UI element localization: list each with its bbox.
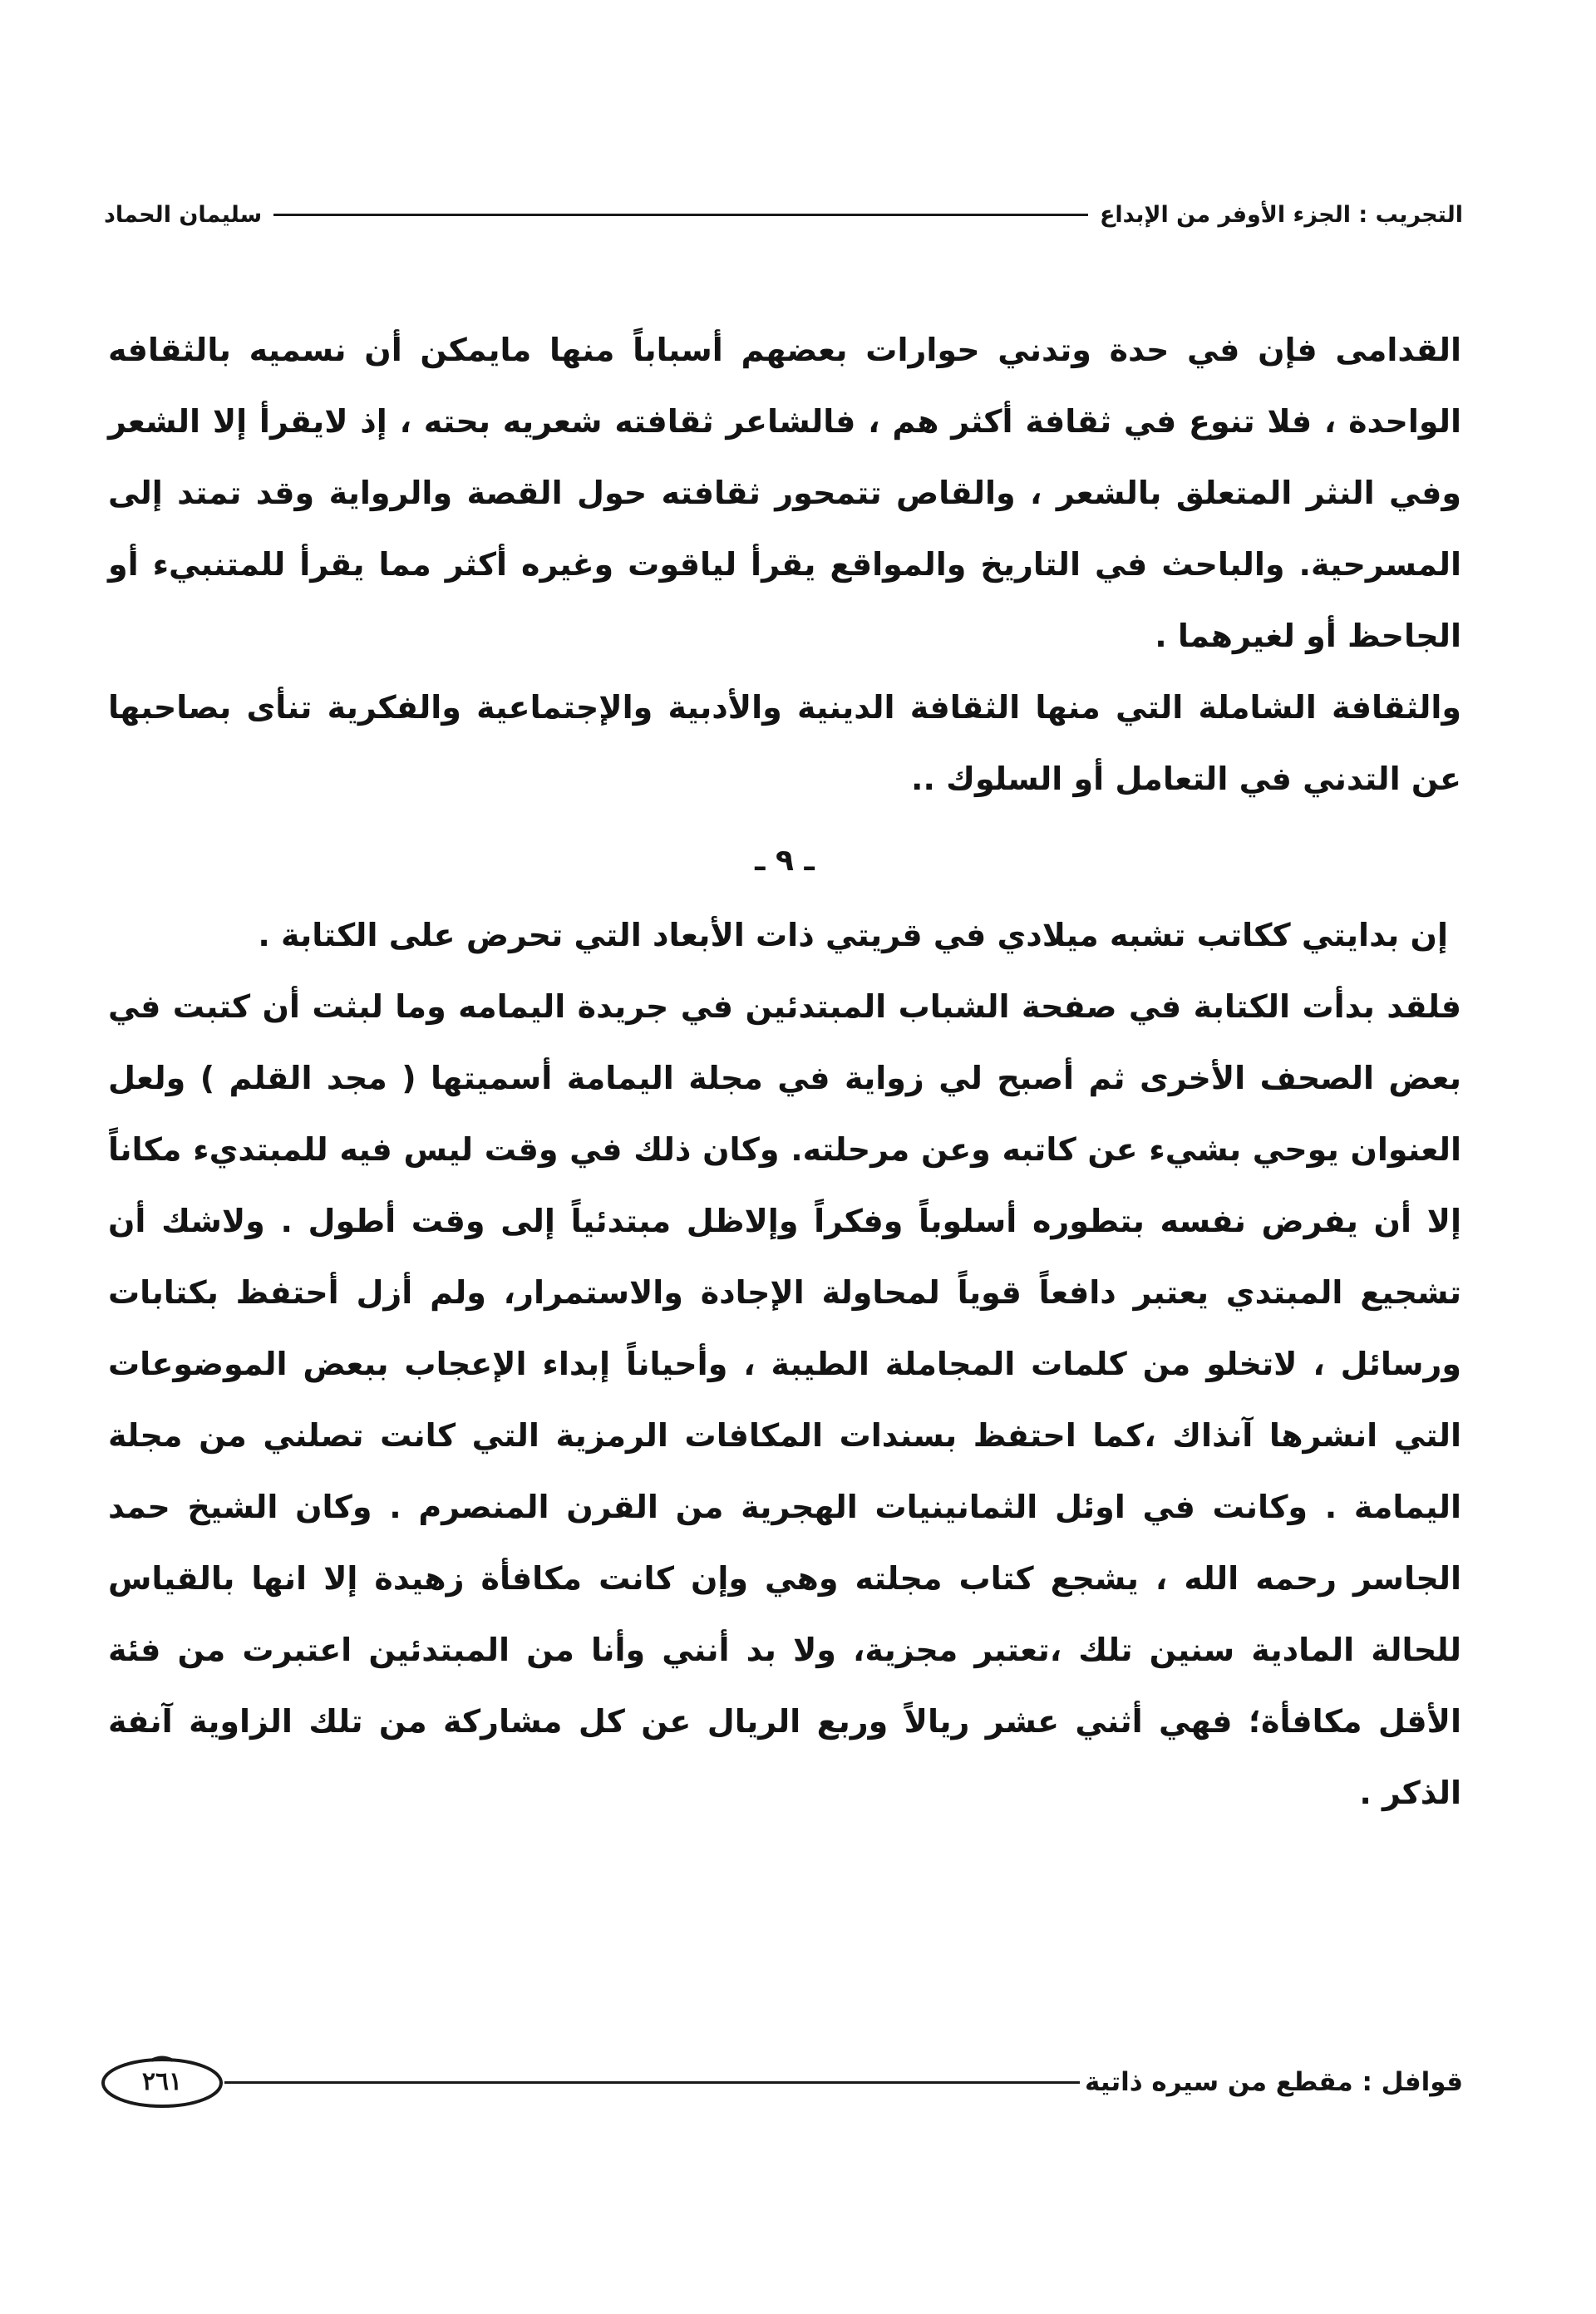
section-number: ـ ٩ ـ — [755, 844, 815, 878]
paragraph: والثقافة الشاملة التي منها الثقافة الدينية والأدبية والإجتماعية والفكرية تنأى بصاحبها عن التدني في التعامل أو السلوك .. — [108, 689, 1461, 797]
page-number-badge — [100, 2055, 224, 2110]
header-rule — [273, 214, 1088, 216]
paragraph: إن بدايتي ككاتب تشبه ميلادي في قريتي ذات الأبعاد التي تحرض على الكتابة . — [258, 917, 1448, 953]
running-header — [104, 196, 1463, 233]
paragraph: فلقد بدأت الكتابة في صفحة الشباب المبتدئين في جريدة اليمامه وما لبثت أن كتبت في بعض الصحف الأخرى ثم أصبح لي زواية في مجلة اليمامة أسميتها ( مجد القلم ) ولعل العنوان يوحي بشيء عن كاتبه وعن مرحلته. وكان ذلك في وقت ليس فيه للمبتديء مكاناً إلا أن يفرض نفسه بتطوره أسلوباً وفكراً وإلاظل مبتدئياً إلى وقت أطول . ولاشك أن تشجيع المبتدي يعتبر دافعاً قوياً لمحاولة الإجادة والاستمرار، ولم أزل أحتفظ بكتابات ورسائل ، لاتخلو من كلمات المجاملة الطيبة ، وأحياناً إبداء الإعجاب ببعض الموضوعات التي انشرها آنذاك ،كما احتفظ بسندات المكافات الرمزية التي كانت تصلني من مجلة اليمامة . وكانت في اوئل الثمانينيات الهجرية من القرن المنصرم . وكان الشيخ حمد الجاسر رحمه الله ، يشجع كتاب مجلته وهي وإن كانت مكافأة زهيدة إلا انها بالقياس للحالة المادية سنين تلك ،تعتبر مجزية، ولا بد أنني وأنا من المبتدئين اعتبرت من فئة الأقل مكافأة؛ فهي أثني عشر ريالاً وربع الريال عن كل مشاركة من تلك الزاوية آنفة الذكر . — [108, 988, 1461, 1811]
page-footer — [100, 2049, 1463, 2115]
body-text — [108, 314, 1461, 1829]
footer-rule — [224, 2081, 1080, 2084]
page-number: ٢٦١ — [141, 2067, 183, 2096]
paragraph: القدامى فإن في حدة وتدني حوارات بعضهم أسباباً منها مايمكن أن نسميه بالثقافه الواحدة ، فلا تنوع في ثقافة أكثر هم ، فالشاعر ثقافته شعريه بحته ، إذ لايقرأ إلا الشعر وفي النثر المتعلق بالشعر ، والقاص تتمحور ثقافته حول القصة والرواية وقد تمتد إلى المسرحية. والباحث في التاريخ والمواقع يقرأ لياقوت وغيره أكثر مما يقرأ للمتنبيء أو الجاحظ أو لغيرهما . — [108, 332, 1461, 654]
header-author-name: سليمان الحماد — [104, 201, 263, 228]
header-chapter-title: التجريب : الجزء الأوفر من الإبداع — [1099, 201, 1463, 228]
footer-book-title: قوافل : مقطع من سيره ذاتية — [1084, 2067, 1463, 2097]
